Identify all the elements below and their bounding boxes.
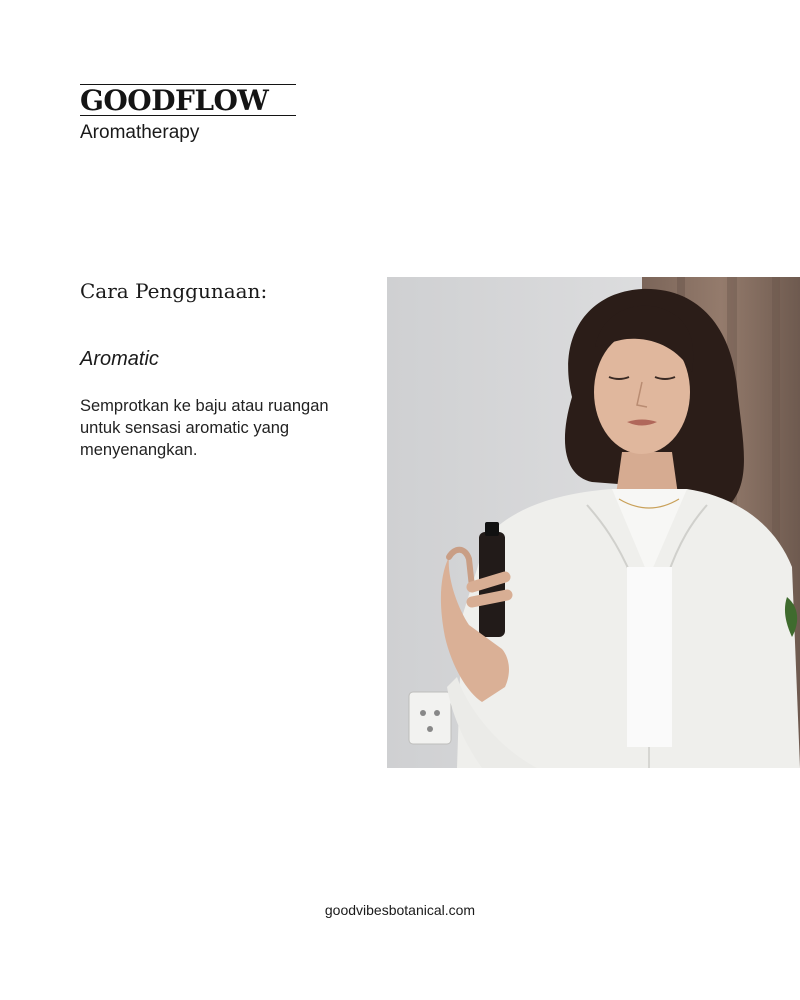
footer-website: goodvibesbotanical.com	[324, 902, 476, 918]
method-description: Semprotkan ke baju atau ruangan untuk sensasi aromatic yang menyenangkan.	[80, 397, 329, 459]
usage-title: Cara Penggunaan:	[80, 279, 268, 303]
brand-name: GOODFLOW	[80, 84, 296, 116]
product-photo	[387, 277, 800, 768]
brand-logo	[80, 84, 296, 144]
method-title: Aromatic	[80, 348, 159, 370]
brand-subtitle: Aromatherapy	[80, 122, 200, 143]
